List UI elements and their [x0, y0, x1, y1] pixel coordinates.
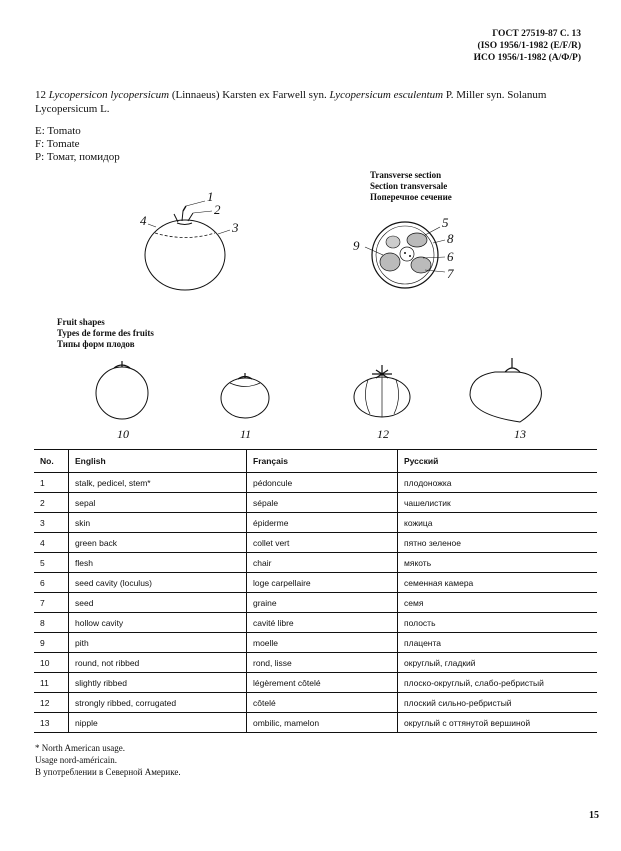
- caption-line-en: Fruit shapes: [57, 317, 105, 327]
- footnote: [35, 742, 181, 778]
- label-5: 5: [442, 215, 449, 230]
- column-header-no: No.: [34, 450, 69, 473]
- page-number: 15: [589, 810, 599, 821]
- table-row: [34, 513, 597, 533]
- common-name-russian: P: Томат, помидор: [35, 151, 120, 163]
- cell-french: légèrement côtelé: [247, 673, 398, 693]
- cell-russian: полость: [398, 613, 598, 633]
- column-header-english: English: [69, 450, 247, 473]
- label-8: 8: [447, 231, 454, 246]
- cell-no: 10: [34, 653, 69, 673]
- standard-header: [474, 28, 581, 64]
- cell-no: 4: [34, 533, 69, 553]
- label-6: 6: [447, 249, 454, 264]
- species-authority-1: (Linnaeus) Karsten ex Farwell syn.: [171, 89, 327, 101]
- cell-no: 3: [34, 513, 69, 533]
- header-line-1: ГОСТ 27519-87 С. 13: [492, 29, 581, 39]
- cell-no: 2: [34, 493, 69, 513]
- label-3: 3: [232, 220, 239, 235]
- cell-russian: мякоть: [398, 553, 598, 573]
- cell-russian: пятно зеленое: [398, 533, 598, 553]
- whole-tomato-illustration: [130, 190, 270, 300]
- table-row: [34, 653, 597, 673]
- table-row: [34, 533, 597, 553]
- cell-french: épiderme: [247, 513, 398, 533]
- cell-french: cavité libre: [247, 613, 398, 633]
- common-names: [35, 125, 120, 164]
- caption-line-en: Transverse section: [370, 170, 442, 180]
- caption-line-ru: Типы форм плодов: [57, 339, 135, 349]
- cell-english: round, not ribbed: [69, 653, 247, 673]
- table-row: [34, 473, 597, 493]
- cell-english: sepal: [69, 493, 247, 513]
- column-header-french: Français: [247, 450, 398, 473]
- label-7: 7: [447, 266, 454, 281]
- cell-no: 13: [34, 713, 69, 733]
- cell-no: 9: [34, 633, 69, 653]
- caption-line-fr: Types de forme des fruits: [57, 328, 154, 338]
- species-title: [35, 88, 595, 116]
- cell-russian: чашелистик: [398, 493, 598, 513]
- species-authority-2: P. Miller syn. Solanum Lycopersicum L.: [35, 89, 547, 115]
- transverse-section-illustration: [345, 210, 465, 300]
- header-line-2: (ISO 1956/1-1982 (E/F/R): [477, 41, 581, 51]
- cell-russian: плоский сильно-ребристый: [398, 693, 598, 713]
- cell-english: slightly ribbed: [69, 673, 247, 693]
- table-row: [34, 573, 597, 593]
- caption-line-fr: Section transversale: [370, 181, 448, 191]
- cell-french: rond, lisse: [247, 653, 398, 673]
- cell-english: strongly ribbed, corrugated: [69, 693, 247, 713]
- cell-no: 1: [34, 473, 69, 493]
- caption-line-ru: Поперечное сечение: [370, 192, 452, 202]
- fruit-shape-slightly-ribbed: [221, 373, 269, 440]
- footnote-line-fr: Usage nord-américain.: [35, 755, 117, 765]
- fruit-shape-strongly-ribbed: [354, 365, 410, 440]
- transverse-section-caption: [370, 170, 452, 203]
- fruit-shapes-caption: [57, 317, 154, 350]
- cell-english: skin: [69, 513, 247, 533]
- label-4: 4: [140, 213, 147, 228]
- common-name-french: F: Tomate: [35, 138, 80, 150]
- column-header-russian: Русский: [398, 450, 598, 473]
- table-row: [34, 593, 597, 613]
- cell-english: hollow cavity: [69, 613, 247, 633]
- cell-french: collet vert: [247, 533, 398, 553]
- cell-no: 12: [34, 693, 69, 713]
- cell-no: 6: [34, 573, 69, 593]
- cell-russian: семенная камера: [398, 573, 598, 593]
- species-latin-name: Lycopersicon lycopersicum: [48, 89, 170, 101]
- cell-no: 5: [34, 553, 69, 573]
- cell-french: pédoncule: [247, 473, 398, 493]
- label-9: 9: [353, 238, 360, 253]
- table-row: [34, 713, 597, 733]
- table-row: [34, 613, 597, 633]
- footnote-line-ru: В употреблении в Северной Америке.: [35, 767, 181, 777]
- label-1: 1: [207, 190, 214, 204]
- cell-russian: округлый с оттянутой вершиной: [398, 713, 598, 733]
- cell-french: graine: [247, 593, 398, 613]
- cell-russian: округлый, гладкий: [398, 653, 598, 673]
- cell-french: sépale: [247, 493, 398, 513]
- species-synonym: Lycopersicum esculentum: [329, 89, 444, 101]
- cell-english: seed cavity (loculus): [69, 573, 247, 593]
- fruit-shapes-illustration: [80, 350, 560, 440]
- fruit-shape-round: [96, 361, 148, 440]
- label-2: 2: [214, 202, 221, 217]
- cell-no: 11: [34, 673, 69, 693]
- table-row: [34, 633, 597, 653]
- cell-russian: семя: [398, 593, 598, 613]
- species-number: 12: [35, 89, 46, 101]
- shape-number-13: 13: [514, 427, 526, 440]
- cell-english: pith: [69, 633, 247, 653]
- cell-english: seed: [69, 593, 247, 613]
- cell-no: 7: [34, 593, 69, 613]
- cell-english: stalk, pedicel, stem*: [69, 473, 247, 493]
- cell-english: nipple: [69, 713, 247, 733]
- table-row: [34, 553, 597, 573]
- table-header-row: [34, 450, 597, 473]
- shape-number-10: 10: [117, 427, 129, 440]
- table-row: [34, 493, 597, 513]
- cell-french: côtelé: [247, 693, 398, 713]
- common-name-english: E: Tomato: [35, 125, 81, 137]
- cell-russian: плоско-округлый, слабо-ребристый: [398, 673, 598, 693]
- cell-russian: плацента: [398, 633, 598, 653]
- shape-number-11: 11: [240, 427, 252, 440]
- cell-no: 8: [34, 613, 69, 633]
- cell-russian: плодоножка: [398, 473, 598, 493]
- cell-french: moelle: [247, 633, 398, 653]
- nomenclature-table: [34, 449, 597, 733]
- header-line-3: ИСО 1956/1-1982 (А/Ф/Р): [473, 53, 581, 63]
- table-row: [34, 693, 597, 713]
- cell-english: flesh: [69, 553, 247, 573]
- footnote-line-en: * North American usage.: [35, 743, 125, 753]
- cell-french: loge carpellaire: [247, 573, 398, 593]
- shape-number-12: 12: [377, 427, 389, 440]
- table-row: [34, 673, 597, 693]
- cell-russian: кожица: [398, 513, 598, 533]
- cell-french: chair: [247, 553, 398, 573]
- cell-english: green back: [69, 533, 247, 553]
- fruit-shape-nipple: [470, 358, 541, 440]
- cell-french: ombilic, mamelon: [247, 713, 398, 733]
